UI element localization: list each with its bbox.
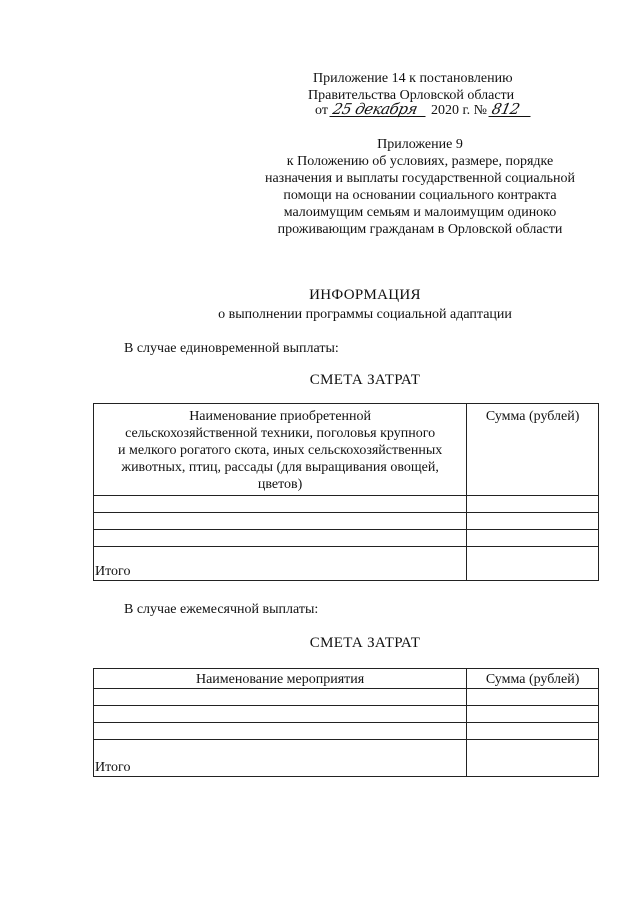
- section1-table-title: СМЕТА ЗАТРАТ: [309, 372, 421, 388]
- table-header-row: [94, 669, 599, 689]
- government-line: Правительства Орловской области: [308, 88, 515, 103]
- table-row: [94, 530, 599, 547]
- date-prefix: от: [315, 103, 328, 118]
- section1-cost-table: [93, 403, 599, 581]
- column-header-sum: Сумма (рублей): [467, 669, 599, 689]
- handwritten-date: 25 декабря: [330, 102, 429, 117]
- total-label: Итого: [94, 547, 467, 581]
- section2-table-title: СМЕТА ЗАТРАТ: [309, 635, 421, 651]
- column-header-name: Наименование приобретенной сельскохозяйственной техники, поголовья крупного и мелкого рогатого скота, иных сельскохозяйственных животных, птиц, рассады (для выращивания овощей, цветов): [94, 404, 467, 496]
- document-title-block: [100, 287, 630, 323]
- table-header-row: [94, 404, 599, 496]
- section2-cost-table: [93, 668, 599, 777]
- table-row: [94, 706, 599, 723]
- table-total-row: [94, 547, 599, 581]
- document-title: ИНФОРМАЦИЯ: [309, 287, 421, 303]
- document-subtitle: о выполнении программы социальной адаптации: [218, 307, 512, 322]
- appendix9-title: Приложение 9: [377, 137, 463, 152]
- table-row: [94, 723, 599, 740]
- appendix9-block: [250, 136, 590, 238]
- appendix14-line: Приложение 14 к постановлению: [313, 71, 513, 86]
- section2-intro: В случае ежемесячной выплаты:: [124, 602, 319, 617]
- column-header-sum: Сумма (рублей): [467, 404, 599, 496]
- date-line: [315, 102, 532, 119]
- table-row: [94, 513, 599, 530]
- section1-intro: В случае единовременной выплаты:: [124, 341, 339, 356]
- table-total-row: [94, 740, 599, 777]
- appendix9-line-5: проживающим гражданам в Орловской области: [277, 222, 563, 237]
- table-row: [94, 496, 599, 513]
- appendix9-line-2: назначения и выплаты государственной социальной: [264, 171, 576, 186]
- appendix9-line-4: малоимущим семьям и малоимущим одиноко: [283, 205, 557, 220]
- appendix9-line-1: к Положению об условиях, размере, порядке: [286, 154, 554, 169]
- date-year: 2020 г. №: [430, 103, 487, 118]
- column-header-name: Наименование мероприятия: [94, 669, 467, 689]
- table-row: [94, 689, 599, 706]
- total-label: Итого: [94, 740, 467, 777]
- appendix9-line-3: помощи на основании социального контракта: [283, 188, 557, 203]
- handwritten-number: 812: [489, 102, 534, 117]
